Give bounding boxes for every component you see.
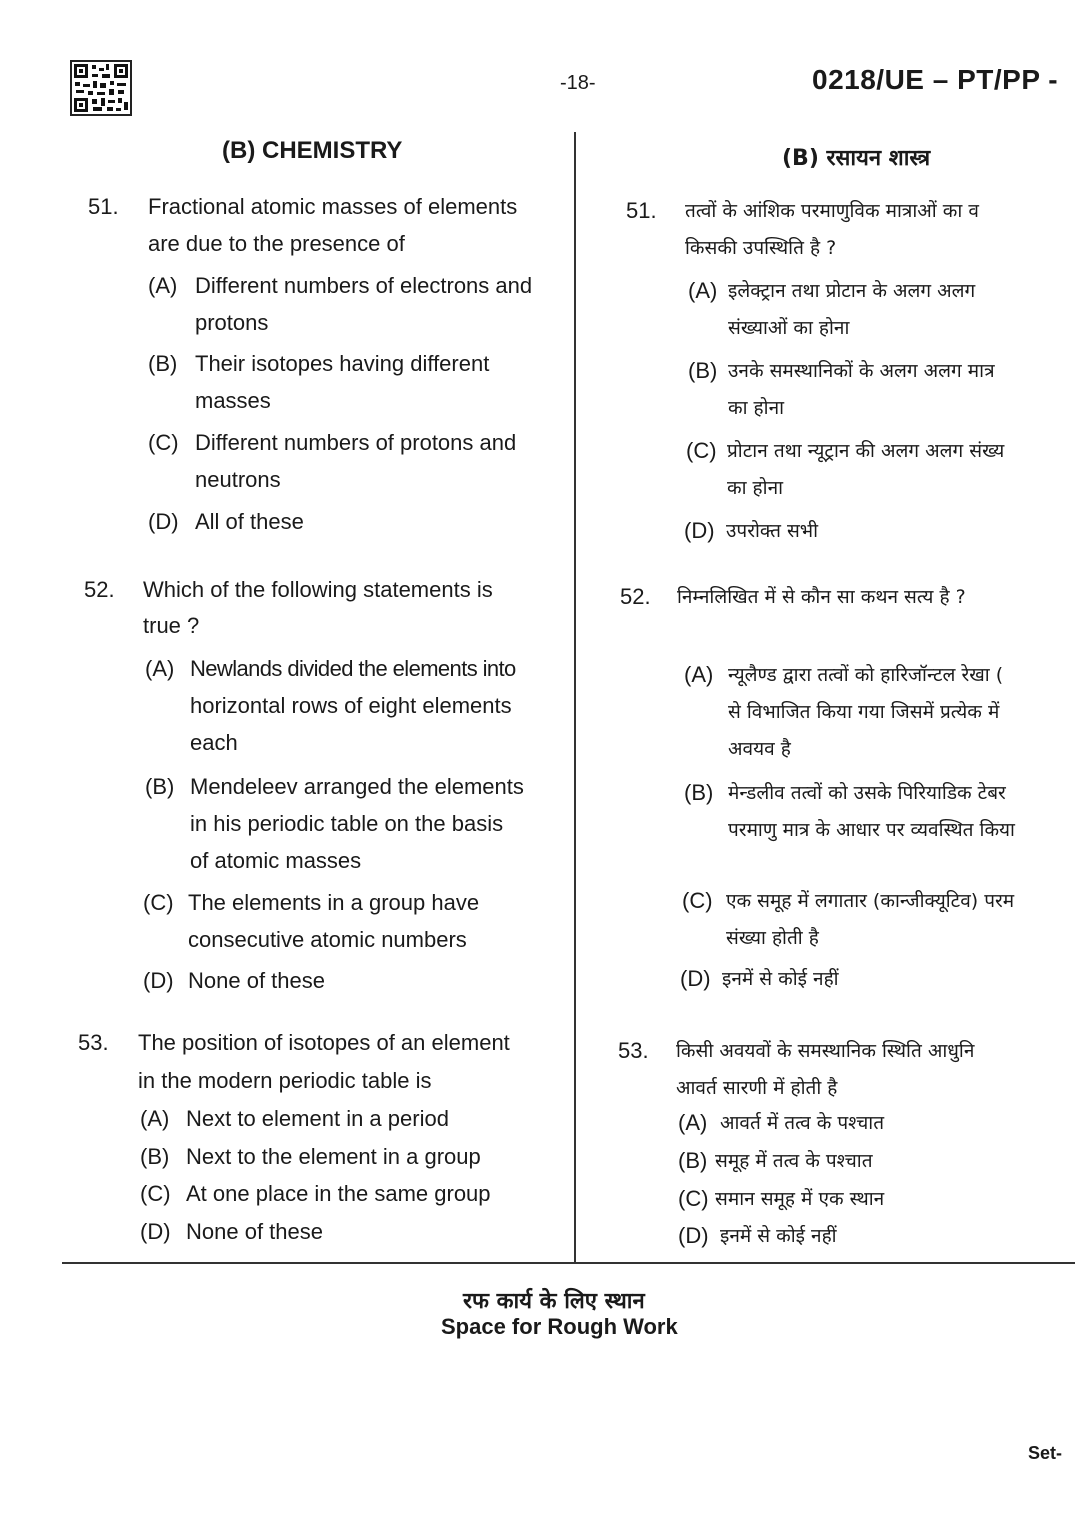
option-text: neutrons — [195, 467, 281, 492]
option-text: न्यूलैण्ड द्वारा तत्वों को हारिजॉन्टल रेखा ( — [728, 664, 1004, 686]
question-line: Which of the following statements is — [143, 577, 493, 602]
question-number: 53. — [618, 1038, 649, 1063]
option-label: (C) — [682, 888, 713, 913]
option-text: इनमें से कोई नहीं — [720, 1225, 837, 1247]
rough-work-label-english: Space for Rough Work — [441, 1314, 678, 1339]
question-line: आवर्त सारणी में होती है — [676, 1077, 838, 1099]
option-label: (C) — [678, 1186, 709, 1211]
option-label: (D) — [684, 518, 715, 543]
question-line: तत्वों के आंशिक परमाणुविक मात्राओं का व — [685, 200, 979, 222]
question-number: 52. — [84, 577, 115, 602]
qr-code-icon — [70, 60, 132, 116]
option-text: मेन्डलीव तत्वों को उसके पिरियाडिक टेबर — [728, 782, 1006, 804]
page-number: -18- — [560, 72, 596, 94]
option-text: Next to element in a period — [186, 1106, 449, 1131]
option-text: consecutive atomic numbers — [188, 927, 467, 952]
paper-code: 0218/UE – PT/PP - — [812, 64, 1059, 95]
option-text: समान समूह में एक स्थान — [715, 1188, 885, 1210]
option-label: (B) — [145, 774, 175, 799]
option-text: इनमें से कोई नहीं — [722, 968, 839, 990]
question-number: 51. — [88, 194, 119, 219]
option-text: The elements in a group have — [188, 890, 480, 915]
option-label: (D) — [678, 1223, 709, 1248]
option-text: All of these — [195, 509, 304, 534]
option-label: (A) — [688, 278, 718, 303]
hindi-column — [580, 0, 1075, 1518]
option-label: (A) — [678, 1110, 708, 1135]
option-text: Different numbers of protons and — [195, 430, 517, 455]
option-label: (D) — [143, 968, 174, 993]
option-text: एक समूह में लगातार (कान्जीक्यूटिव) परम — [726, 890, 1015, 912]
option-text: Mendeleev arranged the elements — [190, 774, 524, 799]
option-label: (C) — [143, 890, 174, 915]
option-label: (B) — [148, 351, 178, 376]
option-text: का होना — [727, 477, 784, 499]
question-line: निम्नलिखित में से कौन सा कथन सत्य है ? — [677, 586, 966, 608]
option-text: horizontal rows of eight elements — [190, 693, 512, 718]
question-number: 53. — [78, 1030, 109, 1055]
option-text: Different numbers of electrons and — [195, 273, 533, 298]
option-text: Newlands divided the elements into — [190, 656, 516, 681]
question-line: are due to the presence of — [148, 231, 405, 256]
option-label: (A) — [145, 656, 175, 681]
option-text: Their isotopes having different — [195, 351, 490, 376]
option-text: in his periodic table on the basis — [190, 811, 504, 836]
option-label: (A) — [148, 273, 178, 298]
set-label: Set- — [1028, 1443, 1063, 1463]
option-label: (B) — [688, 358, 718, 383]
option-label: (C) — [148, 430, 179, 455]
option-text: Next to the element in a group — [186, 1144, 481, 1169]
option-text: संख्या होती है — [726, 927, 819, 949]
question-line: Fractional atomic masses of elements — [148, 194, 518, 219]
question-number: 52. — [620, 584, 651, 609]
option-label: (D) — [148, 509, 179, 534]
option-label: (B) — [140, 1144, 170, 1169]
option-text: अवयव है — [728, 738, 791, 760]
question-line: किसकी उपस्थिति है ? — [685, 237, 837, 259]
option-text: At one place in the same group — [186, 1181, 491, 1206]
option-text: से विभाजित किया गया जिसमें प्रत्येक में — [728, 701, 1000, 723]
option-label: (A) — [140, 1106, 170, 1131]
rough-work-label-hindi: रफ कार्य के लिए स्थान — [463, 1289, 645, 1314]
option-text: परमाणु मात्र के आधार पर व्यवस्थित किया — [728, 819, 1015, 841]
question-line: The position of isotopes of an element — [138, 1030, 510, 1055]
question-line: in the modern periodic table is — [138, 1068, 432, 1093]
option-text: of atomic masses — [190, 848, 362, 873]
option-text: संख्याओं का होना — [728, 317, 850, 339]
option-text: उनके समस्थानिकों के अलग अलग मात्र — [728, 360, 995, 382]
option-label: (A) — [684, 662, 714, 687]
option-label: (C) — [140, 1181, 171, 1206]
option-label: (B) — [684, 780, 714, 805]
option-text: का होना — [728, 397, 785, 419]
option-text: None of these — [188, 968, 325, 993]
section-title-english: (B) CHEMISTRY — [222, 137, 403, 164]
option-label: (D) — [140, 1219, 171, 1244]
option-label: (B) — [678, 1148, 708, 1173]
question-line: true ? — [143, 613, 200, 638]
option-text: उपरोक्त सभी — [726, 520, 819, 542]
column-divider — [574, 132, 576, 1262]
option-text: आवर्त में तत्व के पश्चात — [720, 1112, 885, 1134]
question-number: 51. — [626, 198, 657, 223]
option-text: protons — [195, 310, 269, 335]
option-label: (D) — [680, 966, 711, 991]
option-text: each — [190, 730, 238, 755]
option-text: masses — [195, 388, 271, 413]
option-label: (C) — [686, 438, 717, 463]
option-text: प्रोटान तथा न्यूट्रान की अलग अलग संख्य — [727, 440, 1005, 462]
option-text: None of these — [186, 1219, 323, 1244]
option-text: इलेक्ट्रान तथा प्रोटान के अलग अलग — [728, 280, 976, 302]
question-line: किसी अवयवों के समस्थानिक स्थिति आधुनि — [676, 1040, 975, 1062]
option-text: समूह में तत्व के पश्चात — [715, 1150, 873, 1172]
section-title-hindi: (B) रसायन शास्त्र — [782, 146, 931, 171]
